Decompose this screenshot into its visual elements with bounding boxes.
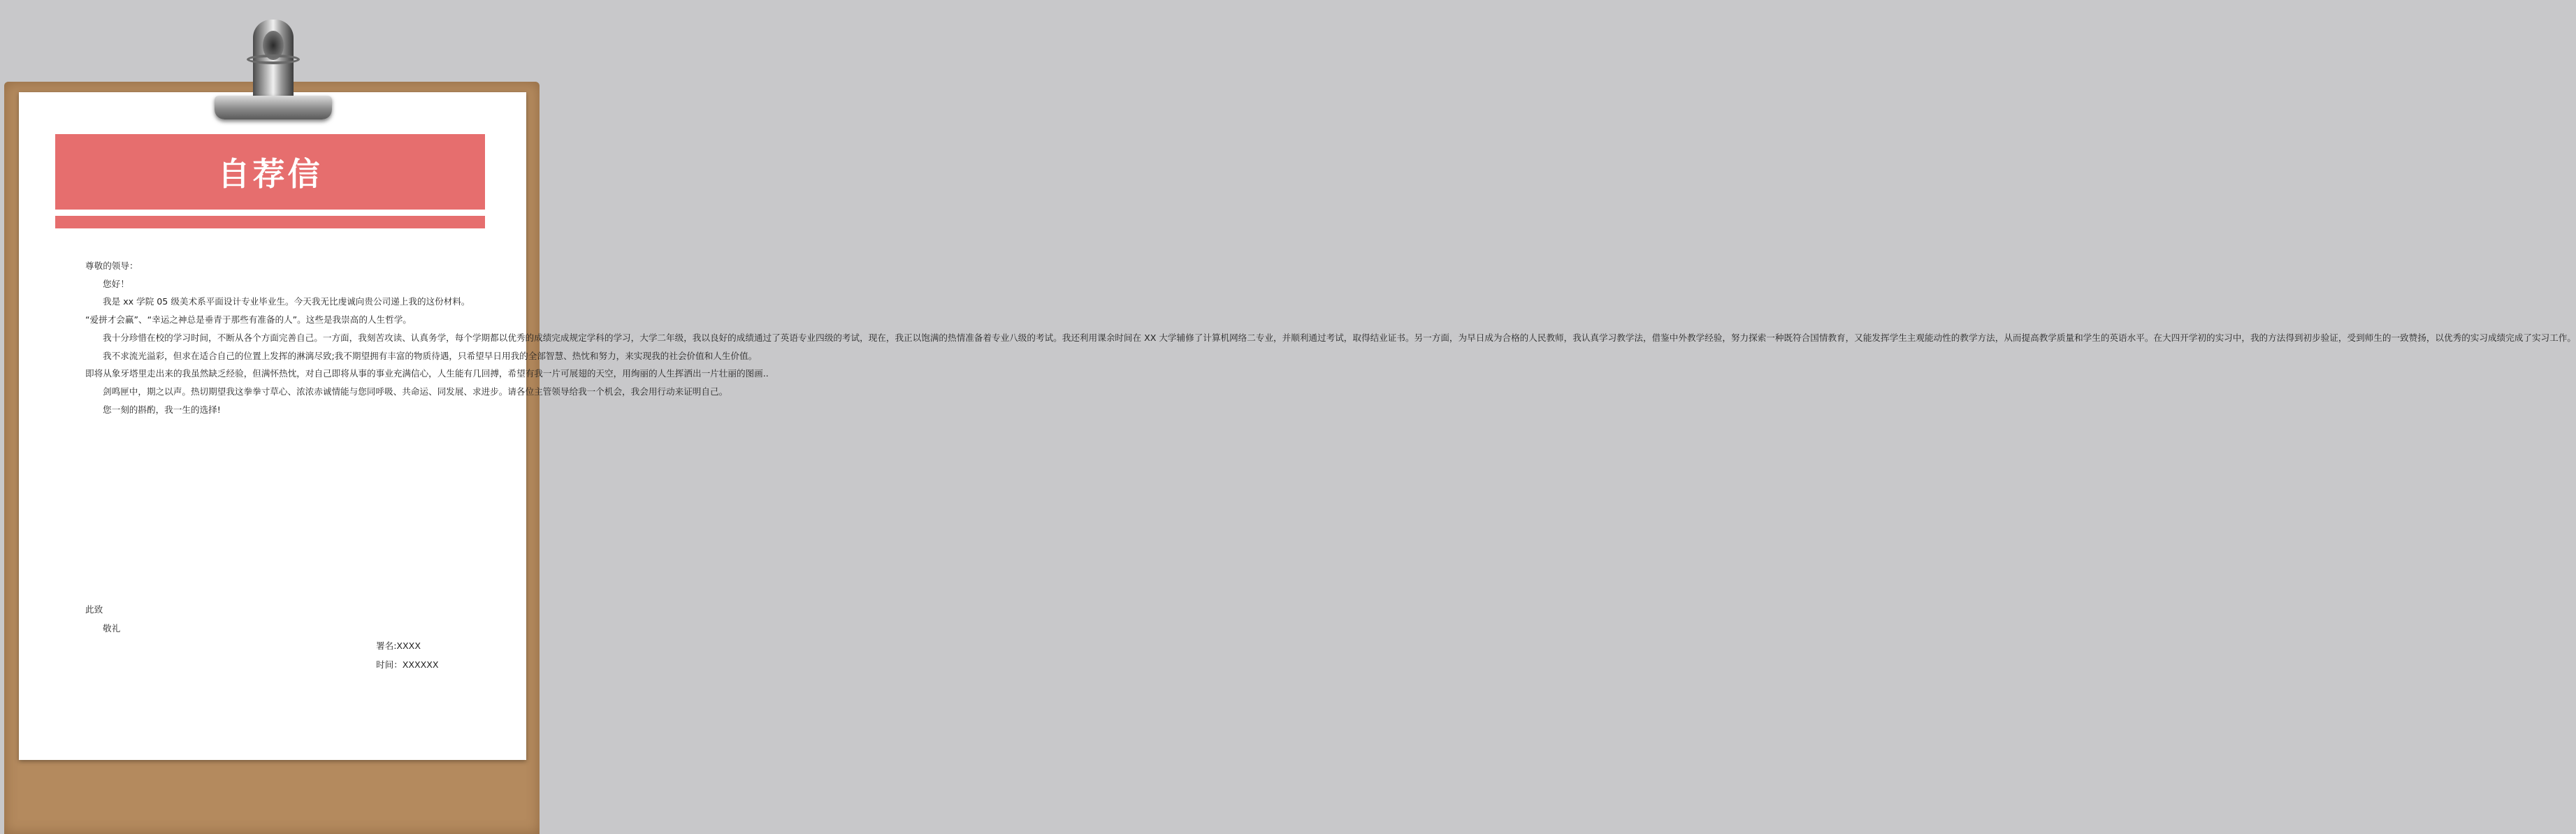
page-title: 自荐信 xyxy=(217,155,323,193)
binder-clip xyxy=(215,96,332,119)
clip-ring xyxy=(247,54,300,64)
date: 时间：XXXXXX xyxy=(376,659,439,670)
letter-body xyxy=(85,257,2576,418)
hello-line: 您好！ xyxy=(103,278,129,289)
paragraph-5: 即将从象牙塔里走出来的我虽然缺乏经验，但满怀热忱，对自己即将从事的事业充满信心，人生能有几回搏，希望有我一片可展翅的天空，用绚丽的人生挥洒出一片壮丽的图画.. xyxy=(85,368,769,379)
paragraph-4: 我不求流光溢彩，但求在适合自己的位置上发挥的淋漓尽致;我不期望拥有丰富的物质待遇，只希望早日用我的全部智慧、热忱和努力，来实现我的社会价值和人生价值。 xyxy=(103,350,758,361)
greeting: 尊敬的领导： xyxy=(85,261,138,271)
signature-block xyxy=(376,636,439,674)
signature: 署名:XXXX xyxy=(376,641,421,651)
paragraph-3: 我十分珍惜在校的学习时间，不断从各个方面完善自己。一方面，我刻苦攻读、认真务学，每个学期都以优秀的成绩完成规定学科的学习，大学二年级，我以良好的成绩通过了英语专业四级的考试，现在，我正以饱满的热情准备着专业八级的考试。我还利用课余时间在 XX 大学辅修了计算机网络二专业，并顺利通过考试，取得结业证书。另一方面，为早日成为合格的人民教师，我认真学习教学法，借鉴中外教学经验，努力探索一种既符合国情教育，又能发挥学生主观能动性的教学方法，从而提高教学质量和学生的英语水平。在大四开学初的实习中，我的方法得到初步验证，受到师生的一致赞扬，以优秀的实习成绩完成了实习工作。 xyxy=(103,332,2576,343)
paragraph-2: “爱拼才会赢”、“幸运之神总是垂青于那些有准备的人”。这些是我崇高的人生哲学。 xyxy=(85,314,412,325)
paragraph-7: 您一刻的斟酌，我一生的选择! xyxy=(103,404,221,415)
sign-off xyxy=(85,600,120,638)
paragraph-6: 剑鸣匣中，期之以声。热切期望我这拳拳寸草心、浓浓赤诚情能与您同呼吸、共命运、同发展、求进步。请各位主管领导给我一个机会，我会用行动来证明自己。 xyxy=(103,386,728,397)
banner-strip xyxy=(55,216,485,228)
paragraph-1: 我是 xx 学院 05 级美术系平面设计专业毕业生。今天我无比虔诚向贵公司递上我的这份材料。 xyxy=(103,296,470,307)
title-banner xyxy=(55,134,485,210)
closing: 此致 xyxy=(85,604,103,615)
salute: 敬礼 xyxy=(103,623,121,634)
